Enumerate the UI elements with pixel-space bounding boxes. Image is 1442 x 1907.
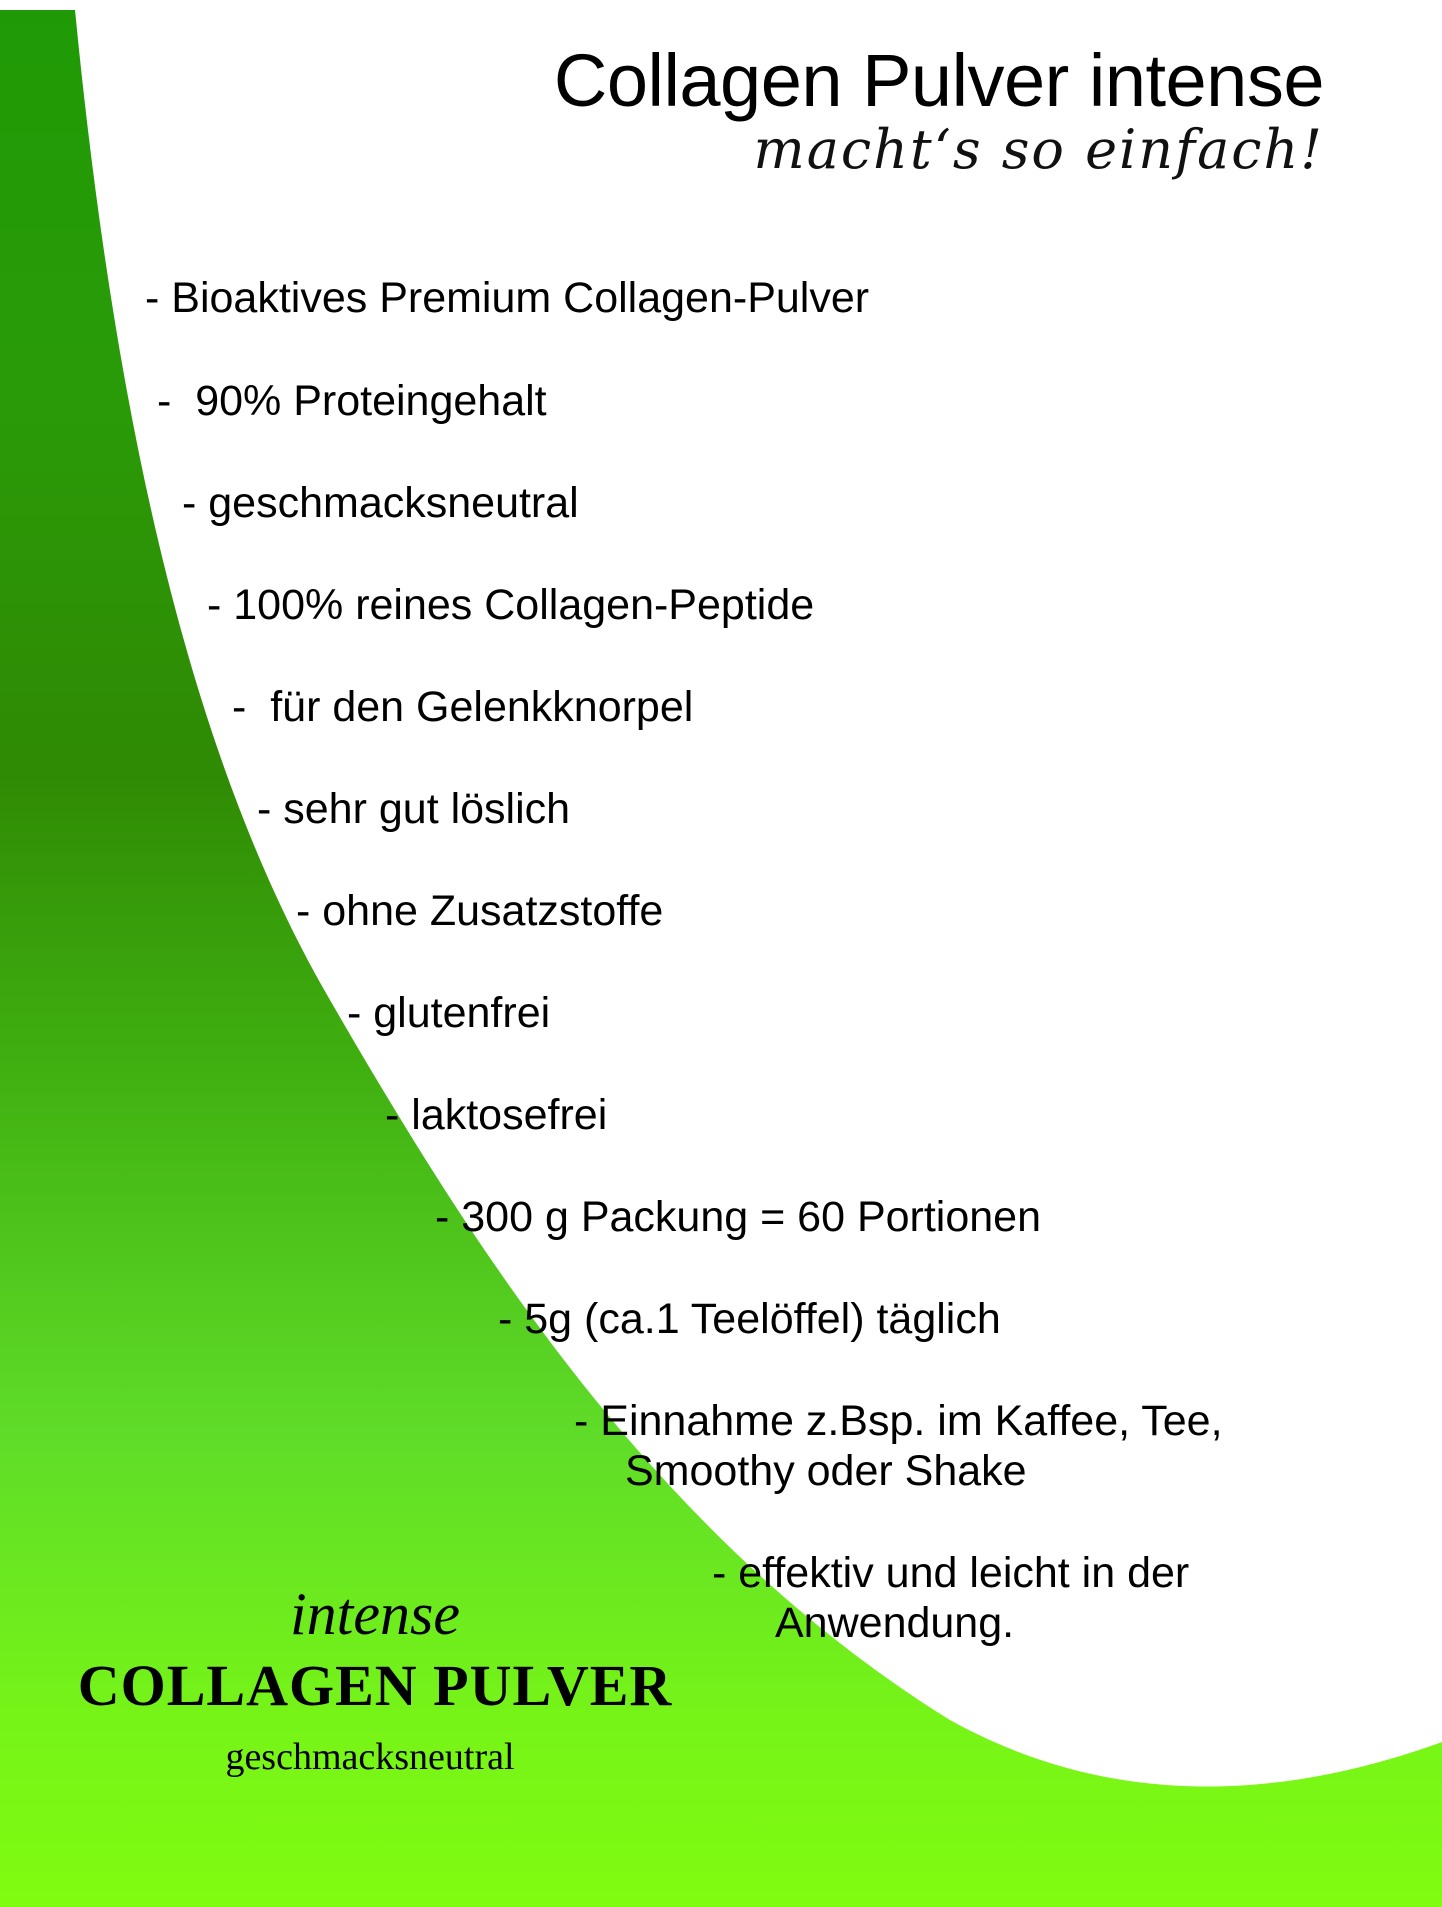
feature-item: - 5g (ca.1 Teelöffel) täglich [498,1295,1001,1343]
page-subtitle: macht‘s so einfach! [753,118,1324,181]
feature-item-continuation: Anwendung. [775,1599,1015,1647]
feature-item: - ohne Zusatzstoffe [296,887,664,935]
feature-item: - glutenfrei [347,989,551,1037]
feature-item: - Einnahme z.Bsp. im Kaffee, Tee, [574,1397,1223,1445]
feature-item: - effektiv und leicht in der [712,1549,1190,1597]
brand-tagline: geschmacksneutral [225,1736,515,1778]
feature-item: - sehr gut löslich [257,785,571,833]
feature-item: - Bioaktives Premium Collagen-Pulver [145,274,870,322]
feature-item: - für den Gelenkknorpel [232,683,694,731]
feature-item: - 100% reines Collagen-Peptide [207,581,815,629]
feature-item: - 90% Proteingehalt [157,377,547,425]
feature-item: - laktosefrei [385,1091,608,1139]
brand-intense-label: intense [290,1581,460,1647]
brand-product-name: COLLAGEN PULVER [77,1653,673,1718]
feature-item-continuation: Smoothy oder Shake [625,1447,1027,1495]
feature-item: - geschmacksneutral [182,479,579,527]
page-title: Collagen Pulver intense [553,39,1324,122]
feature-item: - 300 g Packung = 60 Portionen [435,1193,1042,1241]
